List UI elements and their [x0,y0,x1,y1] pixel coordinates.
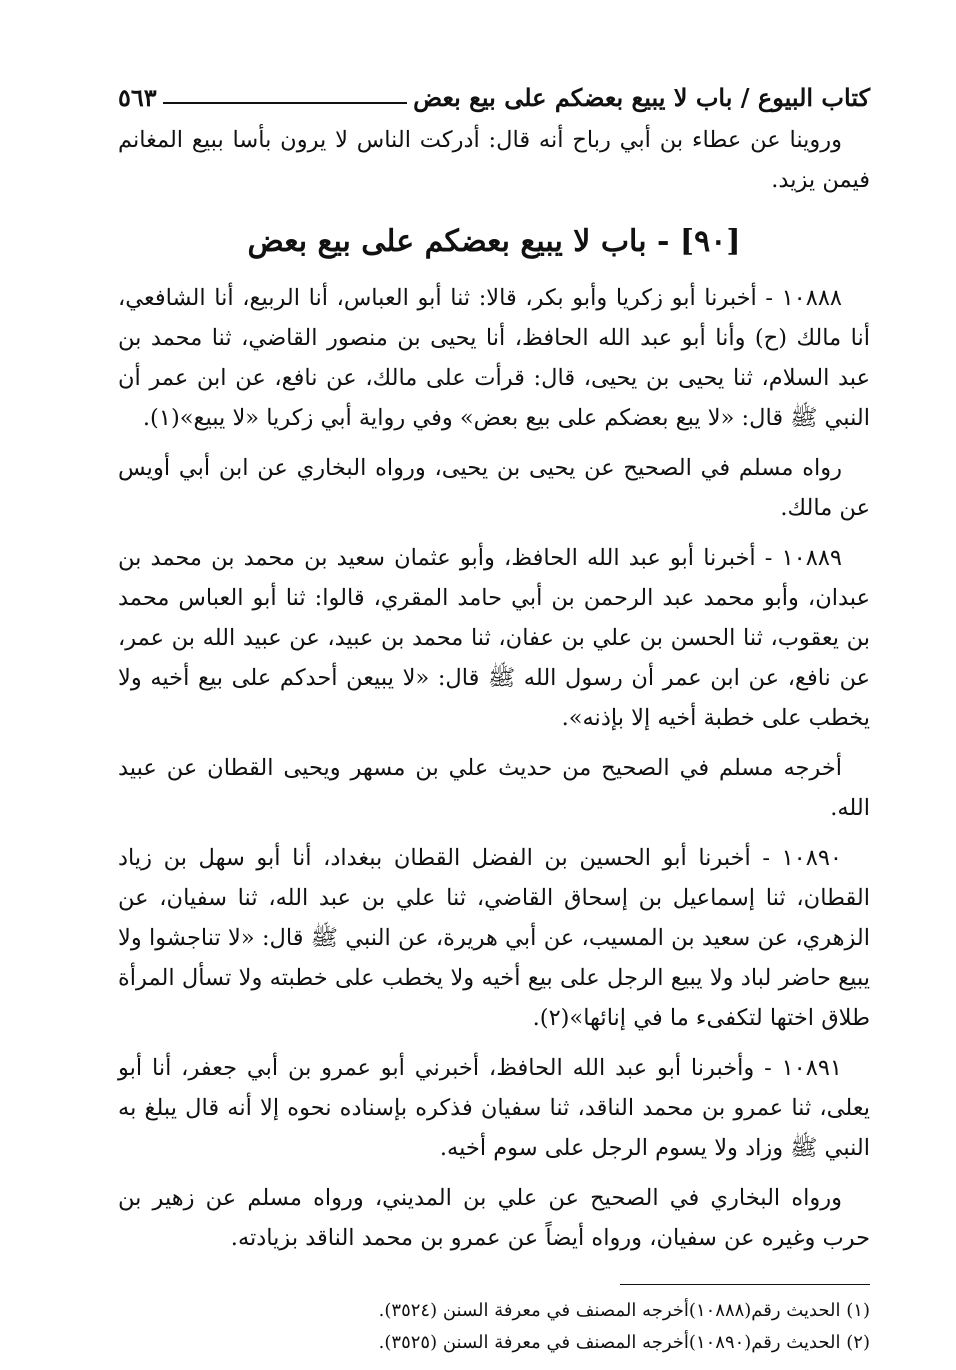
footnote-divider [620,1284,870,1285]
chapter-heading: [٩٠] - باب لا يبيع بعضكم على بيع بعض [247,224,741,259]
running-header [118,72,870,112]
running-title: كتاب البيوع / باب لا يبيع بعضكم على بيع بعض [413,83,870,112]
hadith-10889: ١٠٨٨٩ - أخبرنا أبو عبد الله الحافظ، وأبو عثمان سعيد بن محمد بن محمد بن عبدان، وأبو محمد عبد الرحمن بن أبي حامد المقري، قالوا: ثنا أبو العباس محمد بن يعقوب، ثنا الحسن بن علي بن عفان، ثنا محمد بن عبيد، عن عبيد الله بن عمر، عن نافع، عن ابن عمر أن رسول الله ﷺ قال: «لا يبيعن أحدكم على بيع أخيه ولا يخطب على خطبة أخيه إلا بإذنه». [118,545,870,731]
paragraph: وروينا عن عطاء بن أبي رباح أنه قال: أدركت الناس لا يرون بأسا ببيع المغانم فيمن يزيد. [118,127,870,193]
header-rule [163,102,407,104]
footnote: (١) الحديث رقم(١٠٨٨٨)أخرجه المصنف في معرفة السنن (٣٥٢٤). [378,1300,870,1321]
hadith-10891: ١٠٨٩١ - وأخبرنا أبو عبد الله الحافظ، أخبرني أبو عمرو بن أبي جعفر، أنا أبو يعلى، ثنا عمرو بن محمد الناقد، ثنا سفيان فذكره بإسناده نحوه إلا أنه قال يبلغ به النبي ﷺ وزاد ولا يسوم الرجل على سوم أخيه. [118,1055,870,1161]
hadith-10890: ١٠٨٩٠ - أخبرنا أبو الحسين بن الفضل القطان ببغداد، أنا أبو سهل بن زياد القطان، ثنا إسماعيل بن إسحاق القاضي، ثنا علي بن عبد الله، ثنا سفيان، عن الزهري، عن سعيد بن المسيب، عن أبي هريرة، عن النبي ﷺ قال: «لا تناجشوا ولا يبيع حاضر لباد ولا يبيع الرجل على بيع أخيه ولا يخطب على خطبته ولا تسأل المرأة طلاق اختها لتكفىء ما في إنائها»(٢). [118,845,870,1031]
paragraph: رواه مسلم في الصحيح عن يحيى بن يحيى، ورواه البخاري عن ابن أبي أويس عن مالك. [118,455,870,521]
main-text [118,120,870,1258]
paragraph: ورواه البخاري في الصحيح عن علي بن المديني، ورواه مسلم عن زهير بن حرب وغيره عن سفيان، ورواه أيضاً عن عمرو بن محمد الناقد بزيادته. [118,1185,870,1251]
footnote: (٢) الحديث رقم(١٠٨٩٠)أخرجه المصنف في معرفة السنن (٣٥٢٥). [378,1332,870,1353]
page-number: ٥٦٣ [118,83,157,112]
paragraph: أخرجه مسلم في الصحيح من حديث علي بن مسهر ويحيى القطان عن عبيد الله. [118,755,870,821]
hadith-10888: ١٠٨٨٨ - أخبرنا أبو زكريا وأبو بكر، قالا: ثنا أبو العباس، أنا الربيع، أنا الشافعي، أنا مالك (ح) وأنا أبو عبد الله الحافظ، أنا يحيى بن منصور القاضي، ثنا محمد بن عبد السلام، ثنا يحيى بن يحيى، قال: قرأت على مالك، عن نافع، عن ابن عمر أن النبي ﷺ قال: «لا يبع بعضكم على بيع بعض» وفي رواية أبي زكريا «لا يبيع»(١). [118,285,870,431]
footnotes [118,1295,870,1359]
